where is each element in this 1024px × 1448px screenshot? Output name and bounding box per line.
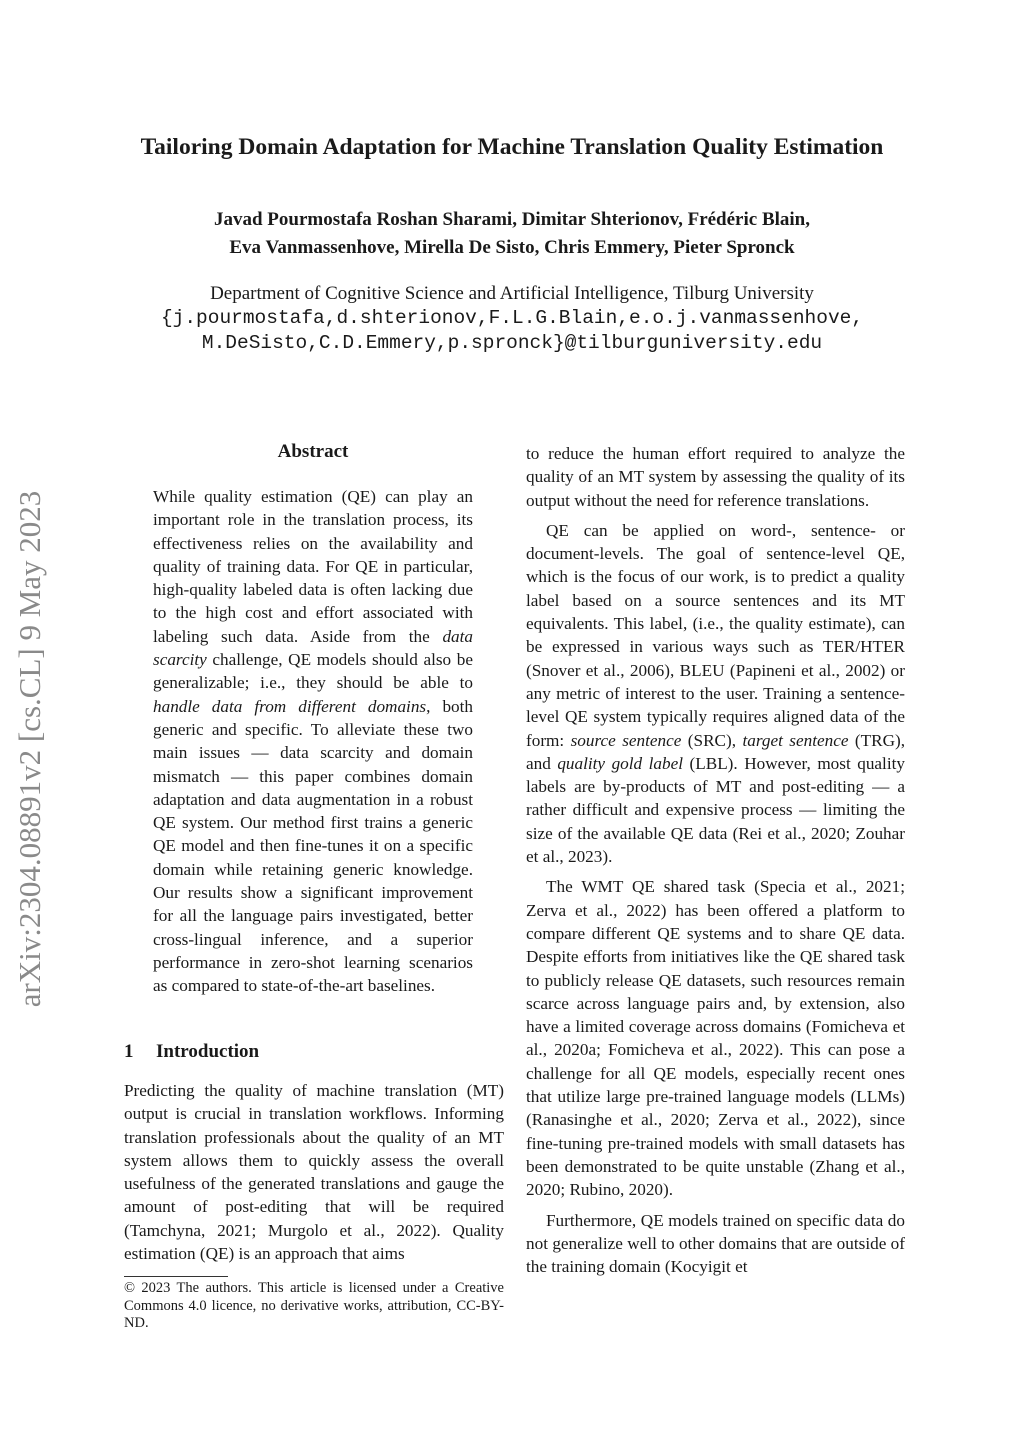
intro-paragraph: Predicting the quality of machine translation (MT) output is crucial in translation workflows. Informing translation professionals about the quality of an MT system allows them to quickly assess the overall usefulness of the generated translations and gauge the amount of post-editing that will be required (Tamchyna, 2021; Murgolo et al., 2022). Quality estimation (QE) is an approach that aims	[124, 1081, 504, 1264]
abstract-emphasis: handle data from different domains	[153, 696, 427, 716]
author-list	[0, 206, 1024, 262]
license-footnote: © 2023 The authors. This article is licensed under a Creative Commons 4.0 licence, no derivative works, attribution, CC-BY-ND.	[124, 1280, 504, 1331]
emails-line-1: {j.pourmostafa,d.shterionov,F.L.G.Blain,e.o.j.vanmassenhove,	[160, 307, 864, 329]
authors-line-1: Javad Pourmostafa Roshan Sharami, Dimitar Shterionov, Frédéric Blain,	[213, 209, 811, 230]
section-title: Introduction	[156, 1041, 260, 1062]
abstract-paragraph	[153, 485, 473, 998]
arxiv-id: arXiv:2304.08891v2 [cs.CL] 9 May 2023	[12, 490, 47, 1008]
arxiv-stamp	[0, 454, 60, 1044]
emphasis-quality-gold-label: quality gold label	[557, 753, 683, 773]
authors-line-2: Eva Vanmassenhove, Mirella De Sisto, Chris Emmery, Pieter Spronck	[229, 237, 795, 258]
abstract-text-part: While quality estimation (QE) can play an important role in the translation process, its effectiveness relies on the availability and quality of training data. For QE in particular, high-quality labeled data is often lacking due to the high cost and effort associated with labeling such data. Aside from the	[153, 487, 473, 646]
section-number: 1	[124, 1041, 134, 1062]
introduction-text	[124, 1079, 504, 1265]
intro-paragraph: to reduce the human effort required to analyze the quality of an MT system by assessing the quality of its output without the need for reference translations.	[526, 444, 905, 510]
text-part: (TRG), and	[526, 730, 906, 773]
text-part: QE can be applied on word-, sentence- or document-levels. The goal of sentence-level QE, which is the focus of our work, is to predict a quality label based on a source sentences and its MT equivalents. This label, (i.e., the quality estimate), can be expressed in various ways such as TER/HTER (Snover et al., 2006), BLEU (Papineni et al., 2002) or any metric of interest to the user. Training a sentence-level QE system typically requires aligned data of the form:	[526, 520, 905, 750]
intro-paragraph: The WMT QE shared task (Specia et al., 2021; Zerva et al., 2022) has been offered a platform to compare different QE systems and to share QE data. Despite efforts from initiatives like the QE shared task to publicly release QE datasets, such resources remain scarce across language pairs and, by extension, also have a limited coverage across domains (Fomicheva et al., 2020a; Fomicheva et al., 2022). This can pose a challenge for all QE models, especially recent ones that utilize large pre-trained language models (LLMs) (Ranasinghe et al., 2020; Zerva et al., 2022), since fine-tuning pre-trained models with small datasets has been demonstrated to be quite unstable (Zhang et al., 2020; Rubino, 2020).	[526, 877, 905, 1200]
affiliation: Department of Cognitive Science and Artificial Intelligence, Tilburg University	[210, 283, 814, 304]
abstract-text-part: , both generic and specific. To alleviate these two main issues — data scarcity and domain mismatch — this paper combines domain adaptation and data augmentation in a robust QE system. Our method first trains a generic QE model and then fine-tunes it on a specific domain while retaining generic knowledge. Our results show a significant improvement for all the language pairs investigated, better cross-lingual inference, and a superior performance in zero-shot learning scenarios as compared to state-of-the-art baselines.	[153, 696, 474, 996]
emphasis-target-sentence: target sentence	[742, 730, 849, 750]
right-column-text	[526, 442, 905, 1278]
section-heading-introduction	[124, 1041, 504, 1063]
text-part: (SRC),	[681, 730, 743, 750]
text-part: (LBL). However, most quality labels are by-products of MT and post-editing — a rather difficult and expensive process — limiting the size of the available QE data (Rei et al., 2020; Zouhar et al., 2023).	[526, 753, 905, 867]
abstract-text-part: challenge, QE models should also be generalizable; i.e., they should be able to	[153, 650, 473, 693]
abstract-text	[153, 485, 473, 998]
paper-title: Tailoring Domain Adaptation for Machine Translation Quality Estimation	[140, 134, 884, 160]
intro-paragraph: Furthermore, QE models trained on specific data do not generalize well to other domains that are outside of the training domain (Kocyigit et	[526, 1210, 905, 1277]
intro-paragraph	[526, 519, 905, 868]
abstract-heading: Abstract	[277, 441, 349, 462]
footnote-rule	[124, 1276, 228, 1277]
abstract-emphasis: data scarcity	[153, 626, 473, 670]
emails-line-2: M.DeSisto,C.D.Emmery,p.spronck}@tilburguniversity.edu	[201, 332, 823, 354]
author-emails	[0, 306, 1024, 356]
emphasis-source-sentence: source sentence	[570, 730, 682, 750]
